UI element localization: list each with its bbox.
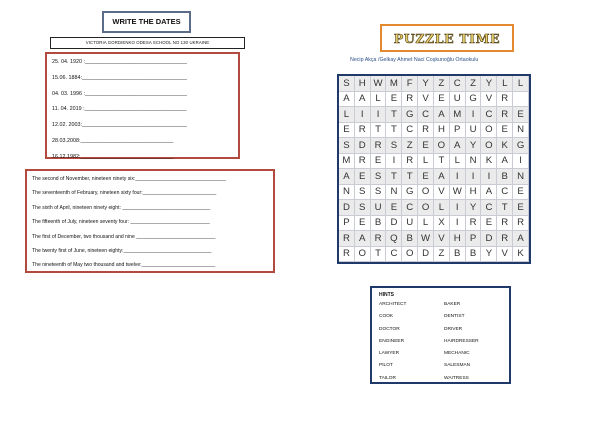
grid-cell[interactable]: W (371, 76, 387, 92)
grid-cell[interactable]: E (418, 169, 434, 185)
grid-cell[interactable]: E (386, 92, 402, 108)
grid-cell[interactable]: D (355, 138, 371, 154)
grid-cell[interactable]: E (371, 154, 387, 170)
grid-cell[interactable]: O (434, 138, 450, 154)
hint-word: TAILOR (379, 375, 396, 381)
grid-cell[interactable]: S (386, 138, 402, 154)
grid-cell[interactable]: V (434, 231, 450, 247)
grid-cell[interactable]: Q (386, 231, 402, 247)
puzzle-banner (380, 24, 514, 52)
grid-cell[interactable]: B (371, 216, 387, 232)
grid-cell[interactable]: E (513, 107, 529, 123)
grid-cell[interactable]: R (371, 231, 387, 247)
grid-cell[interactable]: V (418, 92, 434, 108)
hints-column-right (444, 302, 509, 388)
grid-cell[interactable]: T (386, 169, 402, 185)
grid-cell[interactable]: P (450, 123, 466, 139)
hints-box (370, 286, 511, 384)
grid-cell[interactable]: G (466, 92, 482, 108)
hint-word: COOK (379, 314, 394, 320)
grid-cell[interactable]: D (418, 247, 434, 263)
grid-cell[interactable]: O (418, 200, 434, 216)
sentence-item: The first of December, two thousand and nine ____________________________ (32, 233, 216, 240)
grid-cell[interactable]: V (497, 247, 513, 263)
grid-cell[interactable]: E (481, 216, 497, 232)
grid-cell[interactable]: S (371, 169, 387, 185)
sentence-item: The fifteenth of July, nineteen seventy four: ____________________________ (32, 219, 210, 226)
grid-cell[interactable] (513, 92, 529, 108)
hint-word: ARCHITECT (379, 302, 407, 307)
hint-word: PILOT (379, 363, 393, 369)
grid-cell[interactable]: L (513, 76, 529, 92)
date-item: 12.02. 2003:___________________________________ (52, 122, 187, 129)
grid-cell[interactable]: M (450, 107, 466, 123)
grid-cell[interactable]: I (371, 107, 387, 123)
grid-cell[interactable]: D (386, 216, 402, 232)
grid-cell[interactable]: M (386, 76, 402, 92)
grid-cell[interactable]: P (466, 231, 482, 247)
date-item: 11. 04. 2019 :__________________________________ (52, 106, 187, 113)
grid-cell[interactable]: R (466, 216, 482, 232)
date-item: 25. 04. 1920 :__________________________________ (52, 59, 187, 65)
sentence-item: The nineteenth of May two thousand and twelve:__________________________ (32, 262, 216, 269)
grid-cell[interactable]: I (513, 154, 529, 170)
grid-cell[interactable]: R (355, 123, 371, 139)
grid-cell[interactable]: E (355, 216, 371, 232)
grid-cell[interactable]: E (513, 200, 529, 216)
grid-cell[interactable]: R (355, 154, 371, 170)
grid-cell[interactable]: L (371, 92, 387, 108)
hint-word: BAKER (444, 302, 461, 307)
grid-cell[interactable]: K (481, 154, 497, 170)
grid-cell[interactable]: A (481, 185, 497, 201)
date-item: 28.03.2008:_______________________________ (52, 137, 174, 144)
grid-cell[interactable]: Z (466, 76, 482, 92)
grid-cell[interactable]: Y (466, 200, 482, 216)
grid-cell[interactable]: E (418, 138, 434, 154)
sentence-item: The sixth of April, nineteen ninety eight: _______________________________ (32, 204, 211, 211)
grid-cell[interactable]: I (466, 169, 482, 185)
grid-cell[interactable]: E (434, 92, 450, 108)
grid-cell[interactable]: N (386, 185, 402, 201)
sentence-item: The seventeenth of February, nineteen sixty four:__________________________ (32, 190, 217, 197)
grid-cell[interactable]: I (450, 200, 466, 216)
grid-cell[interactable]: A (497, 154, 513, 170)
grid-cell[interactable]: H (466, 185, 482, 201)
grid-cell[interactable]: O (402, 247, 418, 263)
grid-cell[interactable]: R (402, 154, 418, 170)
grid-cell[interactable]: O (481, 138, 497, 154)
grid-cell[interactable]: I (355, 107, 371, 123)
grid-cell[interactable]: G (513, 138, 529, 154)
grid-cell[interactable]: C (418, 107, 434, 123)
grid-cell[interactable]: R (497, 92, 513, 108)
grid-cell[interactable]: T (371, 123, 387, 139)
puzzle-byline: Necip Akça /Gelkay Ahmet Naci Coşkunoğlu Ortaokulu (350, 57, 479, 63)
grid-cell[interactable]: Y (418, 76, 434, 92)
grid-cell[interactable]: X (434, 216, 450, 232)
hint-word: MECHANIC (444, 351, 470, 357)
grid-cell[interactable]: D (481, 231, 497, 247)
grid-cell[interactable]: B (497, 169, 513, 185)
grid-cell[interactable]: N (339, 185, 355, 201)
grid-cell[interactable]: M (339, 154, 355, 170)
grid-cell[interactable]: G (402, 185, 418, 201)
date-item: 04. 03. 1996 :__________________________________ (52, 90, 187, 97)
hint-word: SALESMAN (444, 363, 471, 369)
grid-cell[interactable]: C (402, 123, 418, 139)
grid-cell[interactable]: C (386, 247, 402, 263)
grid-cell[interactable]: T (434, 154, 450, 170)
grid-cell[interactable]: R (339, 247, 355, 263)
grid-cell[interactable]: C (481, 107, 497, 123)
grid-cell[interactable]: A (339, 169, 355, 185)
dates-exercise (45, 52, 240, 159)
grid-cell[interactable]: P (339, 216, 355, 232)
grid-cell[interactable]: B (450, 247, 466, 263)
grid-cell[interactable]: A (513, 231, 529, 247)
grid-cell[interactable]: U (371, 200, 387, 216)
grid-cell[interactable]: A (339, 92, 355, 108)
grid-cell[interactable]: B (402, 231, 418, 247)
grid-cell[interactable]: R (402, 92, 418, 108)
grid-cell[interactable]: S (339, 76, 355, 92)
grid-cell[interactable]: F (402, 76, 418, 92)
grid-cell[interactable]: C (481, 200, 497, 216)
grid-cell[interactable]: T (497, 200, 513, 216)
hint-word: HAIRDRESSER (444, 338, 479, 344)
grid-cell[interactable]: O (418, 185, 434, 201)
grid-cell[interactable]: E (339, 123, 355, 139)
grid-cell[interactable]: I (450, 169, 466, 185)
sentence-item: The second of November, nineteen ninety six:________________________________ (32, 176, 227, 182)
grid-cell[interactable]: A (434, 169, 450, 185)
grid-cell[interactable]: I (466, 107, 482, 123)
date-item: 15.06. 1884:___________________________________ (52, 74, 187, 81)
grid-cell[interactable]: K (513, 247, 529, 263)
grid-cell[interactable]: V (434, 185, 450, 201)
grid-cell[interactable]: L (418, 154, 434, 170)
grid-cell[interactable]: H (450, 231, 466, 247)
grid-cell[interactable]: R (371, 138, 387, 154)
grid-cell[interactable]: K (497, 138, 513, 154)
hint-word: DOCTOR (379, 326, 400, 332)
grid-cell[interactable]: V (481, 92, 497, 108)
grid-cell[interactable]: Y (481, 76, 497, 92)
grid-cell[interactable]: I (481, 169, 497, 185)
grid-cell[interactable]: L (418, 216, 434, 232)
grid-cell[interactable]: S (355, 185, 371, 201)
sentences-exercise (25, 169, 275, 273)
hint-word: ENGINEER (379, 338, 405, 344)
grid-cell[interactable]: O (355, 247, 371, 263)
grid-cell[interactable]: R (418, 123, 434, 139)
grid-cell[interactable]: L (450, 154, 466, 170)
puzzle-title: PUZZLE TIME (393, 30, 501, 46)
grid-cell[interactable]: L (339, 107, 355, 123)
grid-cell[interactable]: R (339, 231, 355, 247)
grid-cell[interactable]: H (355, 76, 371, 92)
hint-word: DENTIST (444, 314, 465, 320)
grid-cell[interactable]: Z (434, 76, 450, 92)
grid-cell[interactable]: Z (434, 247, 450, 263)
grid-cell[interactable]: A (355, 231, 371, 247)
grid-cell[interactable]: N (466, 154, 482, 170)
grid-cell[interactable]: C (450, 76, 466, 92)
grid-cell[interactable]: C (402, 200, 418, 216)
hints-title: HINTS (379, 292, 394, 298)
grid-cell[interactable]: R (497, 231, 513, 247)
hint-word: DRIVER (444, 326, 463, 332)
grid-cell[interactable]: W (418, 231, 434, 247)
grid-cell[interactable]: O (481, 123, 497, 139)
author-line: VICTORIA GORDIENKO ODESA SCHOOL NO 130 UKRAINE (50, 37, 245, 49)
hint-word: LAWYER (379, 351, 400, 357)
grid-cell[interactable]: Y (481, 247, 497, 263)
date-item: 16.12.1982:_______________________________ (52, 153, 174, 160)
grid-cell[interactable]: L (434, 200, 450, 216)
grid-cell[interactable]: U (402, 216, 418, 232)
grid-cell[interactable]: S (339, 138, 355, 154)
grid-cell[interactable]: Y (466, 138, 482, 154)
worksheet-title: WRITE THE DATES (102, 11, 191, 33)
grid-cell[interactable]: E (386, 200, 402, 216)
grid-cell[interactable]: N (513, 123, 529, 139)
grid-cell[interactable]: A (450, 138, 466, 154)
grid-cell[interactable]: I (386, 154, 402, 170)
grid-cell[interactable]: U (466, 123, 482, 139)
grid-cell[interactable]: T (402, 169, 418, 185)
grid-cell[interactable]: E (355, 169, 371, 185)
grid-cell[interactable]: Z (402, 138, 418, 154)
grid-cell[interactable]: W (450, 185, 466, 201)
grid-cell[interactable]: C (497, 185, 513, 201)
grid-cell[interactable]: E (513, 185, 529, 201)
grid-cell[interactable]: T (371, 247, 387, 263)
grid-cell[interactable]: G (402, 107, 418, 123)
grid-cell[interactable]: A (434, 107, 450, 123)
grid-cell[interactable]: R (497, 216, 513, 232)
hints-column-left (379, 302, 444, 388)
sentence-item: The twenty first of June, nineteen eighty:_______________________________ (32, 247, 212, 254)
grid-cell[interactable]: L (497, 76, 513, 92)
grid-cell[interactable]: A (355, 92, 371, 108)
grid-cell[interactable]: S (371, 185, 387, 201)
grid-cell[interactable]: E (497, 123, 513, 139)
hint-word: WAITRESS (444, 375, 469, 381)
grid-cell[interactable]: I (450, 216, 466, 232)
grid-cell[interactable]: T (386, 107, 402, 123)
grid-cell[interactable]: B (466, 247, 482, 263)
grid-cell[interactable]: N (513, 169, 529, 185)
grid-cell[interactable]: R (497, 107, 513, 123)
grid-cell[interactable]: D (339, 200, 355, 216)
grid-cell[interactable]: S (355, 200, 371, 216)
grid-cell[interactable]: U (450, 92, 466, 108)
grid-cell[interactable]: R (513, 216, 529, 232)
grid-cell[interactable]: T (386, 123, 402, 139)
word-search-grid (337, 74, 531, 264)
grid-cell[interactable]: H (434, 123, 450, 139)
